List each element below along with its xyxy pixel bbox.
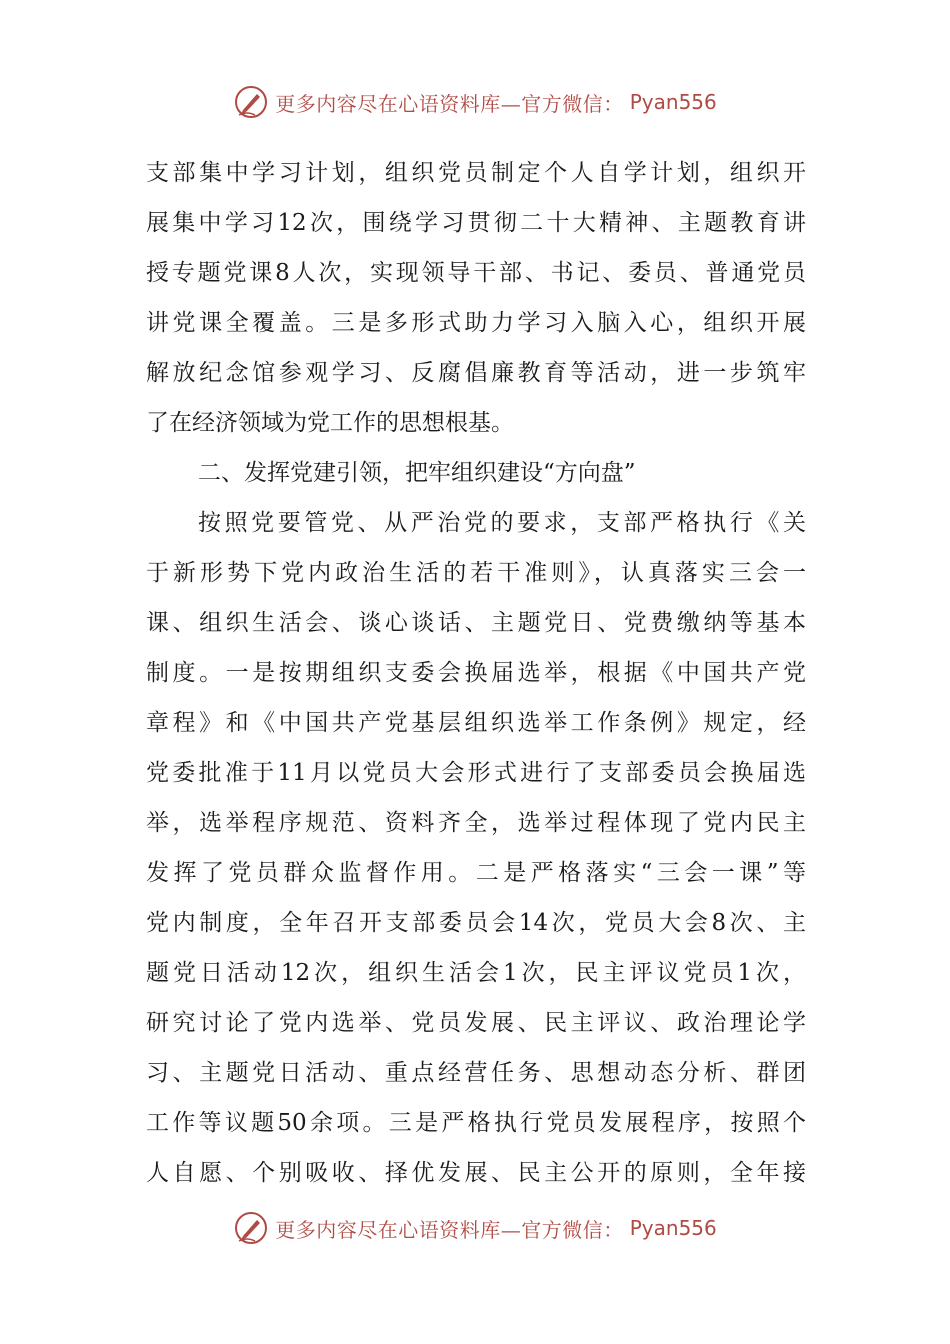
- text-line: 人自愿、个别吸收、择优发展、民主公开的原则，全年接: [146, 1160, 806, 1186]
- text-line: 章程》和《中国共产党基层组织选举工作条例》规定，经: [146, 710, 806, 736]
- text-line: 党内制度，全年召开支部委员会14次，党员大会8次、主: [146, 910, 806, 936]
- text-line: 党委批准于11月以党员大会形式进行了支部委员会换届选: [146, 760, 806, 786]
- section-heading: 二、发挥党建引领，把牢组织建设“方向盘”: [198, 460, 636, 486]
- document-body: [146, 148, 806, 1198]
- text-line: 发挥了党员群众监督作用。二是严格落实“三会一课”等: [146, 860, 806, 886]
- pen-logo-icon: [233, 84, 269, 120]
- text-line: 展集中学习12次，围绕学习贯彻二十大精神、主题教育讲: [146, 210, 806, 236]
- wechat-id: Pyan556: [629, 90, 717, 114]
- text-line: 支部集中学习计划，组织党员制定个人自学计划，组织开: [146, 160, 806, 186]
- text-line: 题党日活动12次，组织生活会1次，民主评议党员1次，: [146, 960, 806, 986]
- text-line: 按照党要管党、从严治党的要求，支部严格执行《关: [198, 510, 806, 536]
- text-line: 授专题党课8人次，实现领导干部、书记、委员、普通党员: [146, 260, 806, 286]
- text-line: 制度。一是按期组织支委会换届选举，根据《中国共产党: [146, 660, 806, 686]
- text-line: 了在经济领域为党工作的思想根基。: [146, 410, 514, 436]
- watermark-text: 更多内容尽在心语资料库—官方微信：: [275, 1217, 624, 1242]
- text-line: 工作等议题50余项。三是严格执行党员发展程序，按照个: [146, 1110, 806, 1136]
- text-line: 习、主题党日活动、重点经营任务、思想动态分析、群团: [146, 1060, 806, 1086]
- text-line: 讲党课全覆盖。三是多形式助力学习入脑入心，组织开展: [146, 310, 806, 336]
- header-watermark-banner: [0, 80, 950, 124]
- footer-watermark-banner: [0, 1206, 950, 1250]
- text-line: 解放纪念馆参观学习、反腐倡廉教育等活动，进一步筑牢: [146, 360, 806, 386]
- pen-logo-icon: [233, 1210, 269, 1246]
- text-line: 课、组织生活会、谈心谈话、主题党日、党费缴纳等基本: [146, 610, 806, 636]
- wechat-id: Pyan556: [629, 1216, 717, 1240]
- text-line: 于新形势下党内政治生活的若干准则》，认真落实三会一: [146, 560, 806, 586]
- watermark-text: 更多内容尽在心语资料库—官方微信：: [275, 91, 624, 116]
- text-line: 举，选举程序规范、资料齐全，选举过程体现了党内民主: [146, 810, 806, 836]
- text-line: 研究讨论了党内选举、党员发展、民主评议、政治理论学: [146, 1010, 806, 1036]
